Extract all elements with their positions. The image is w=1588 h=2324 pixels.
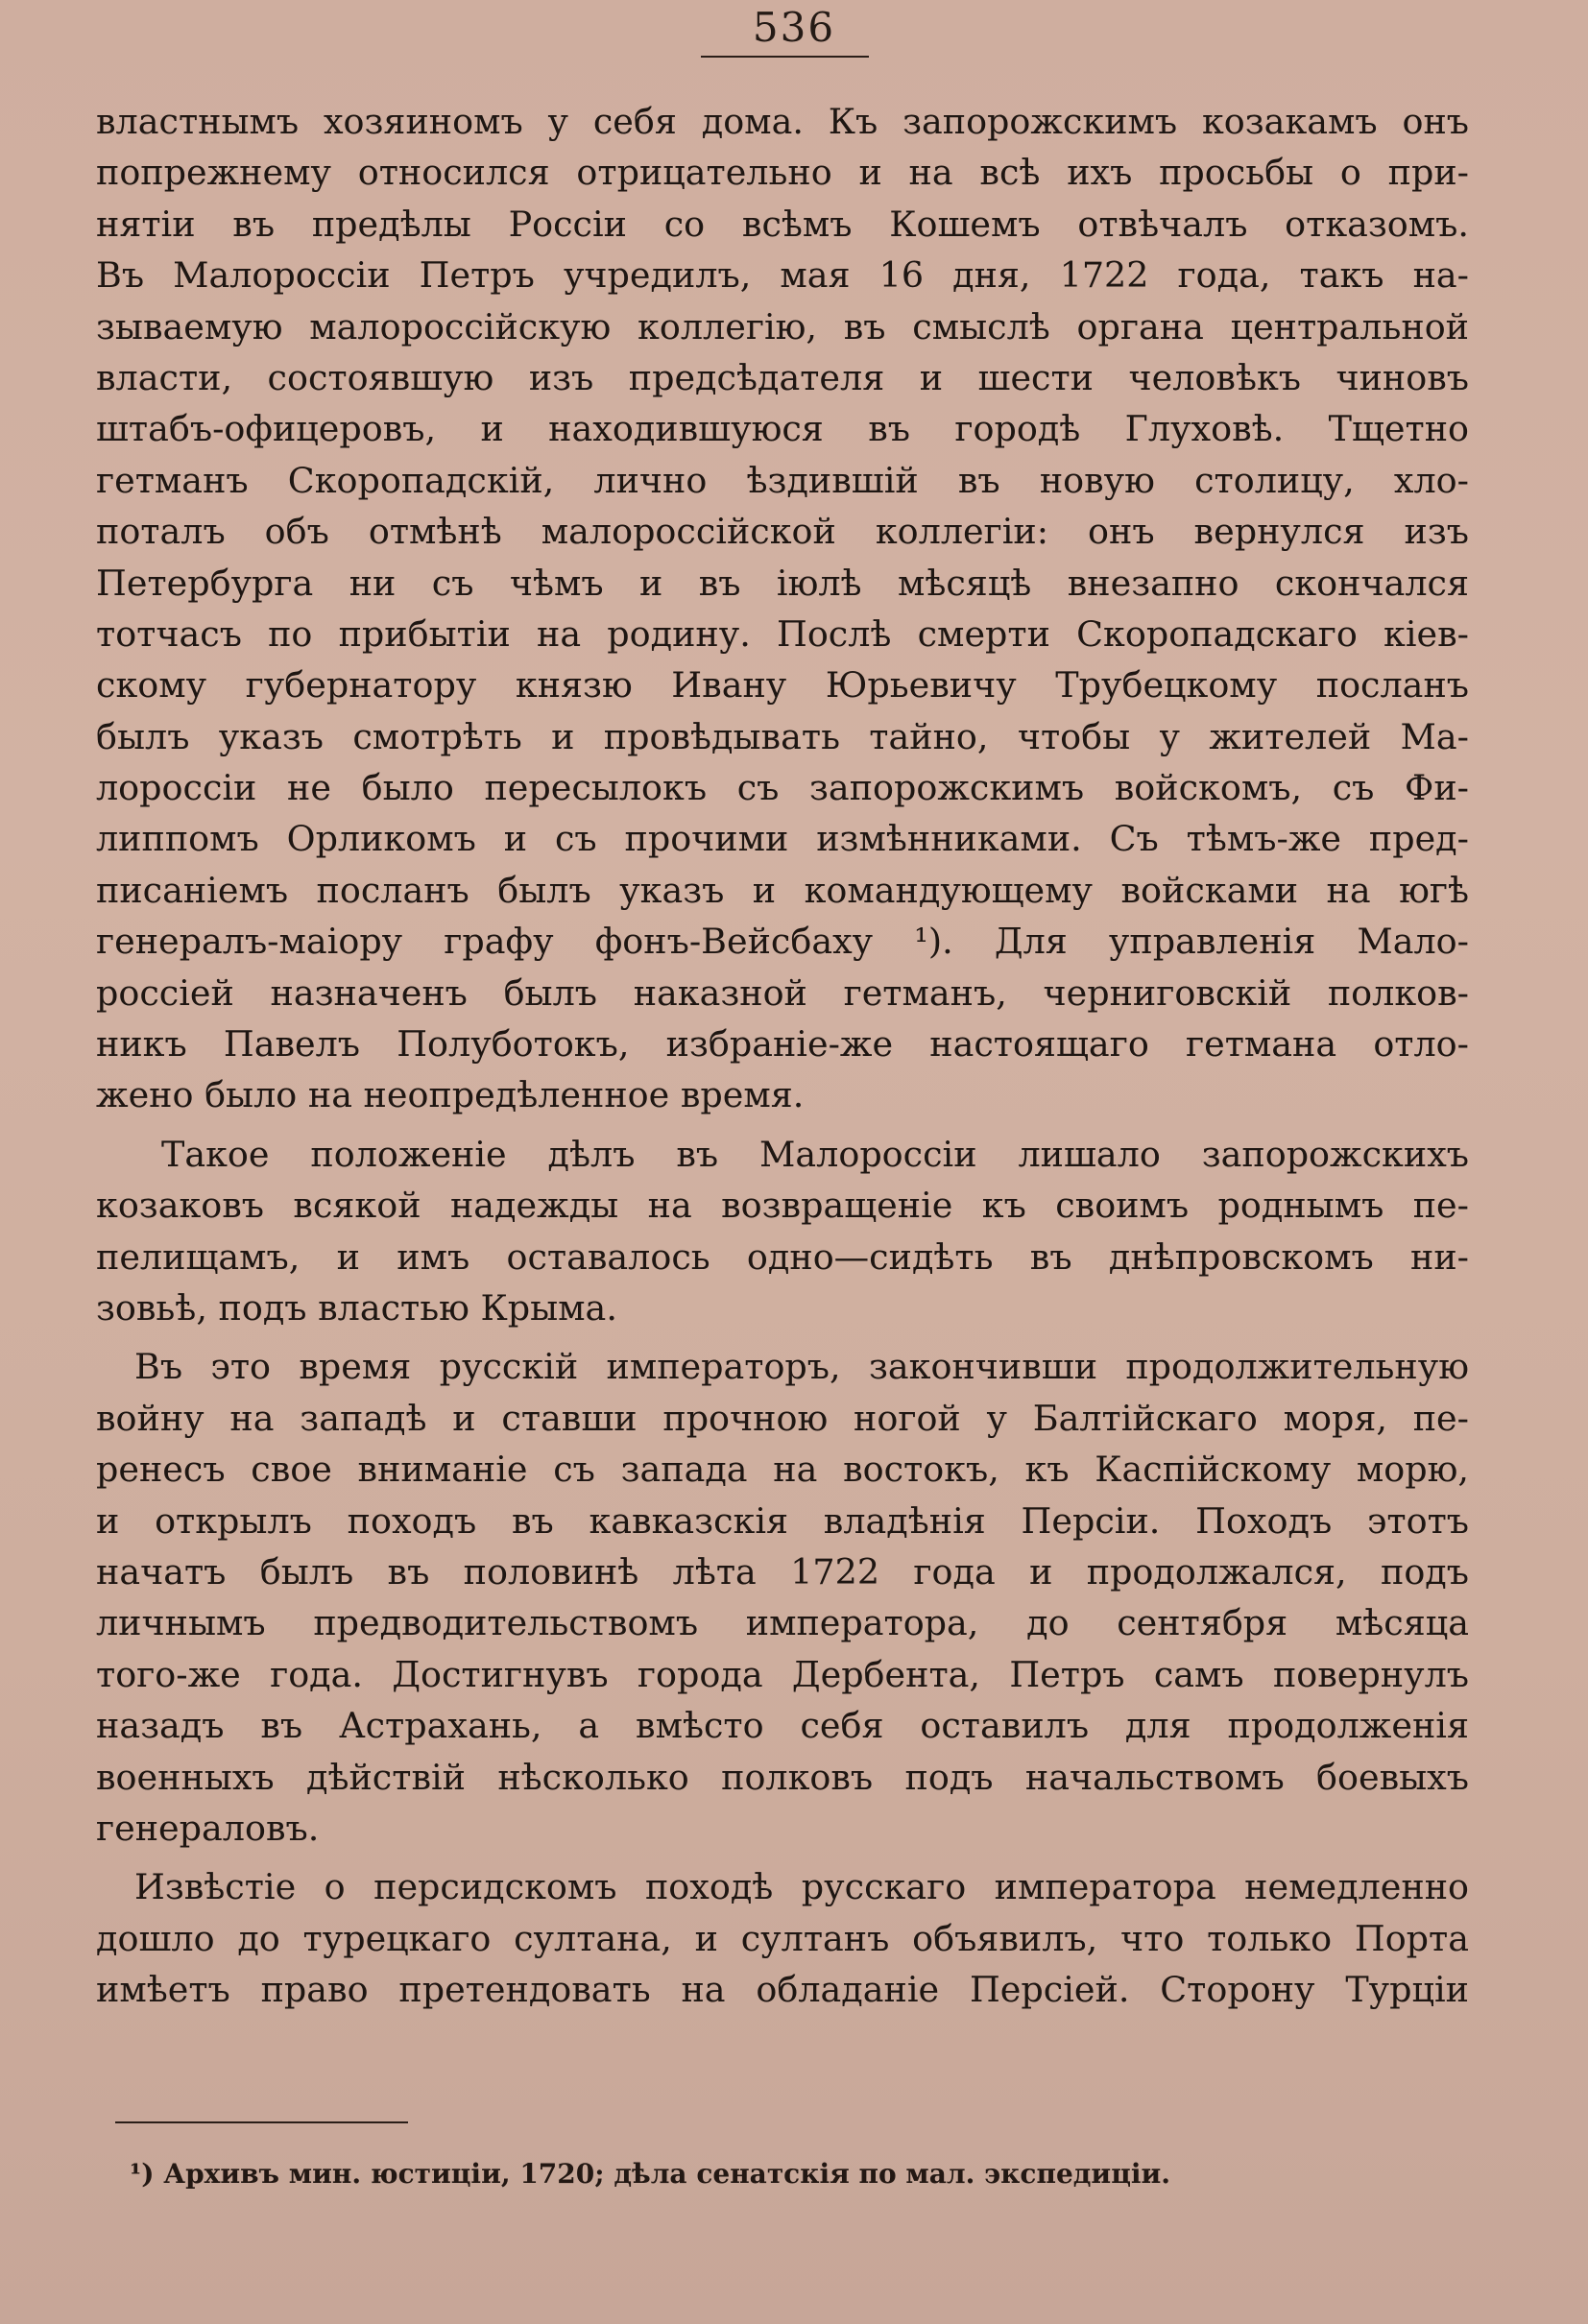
text-line: Петербурга ни съ чѣмъ и въ іюлѣ мѣсяцѣ внезапно скончался xyxy=(96,562,1469,604)
text-line: властнымъ хозяиномъ у себя дома. Къ запорожскимъ козакамъ онъ xyxy=(96,101,1469,142)
paragraph-gap xyxy=(96,1121,1469,1129)
text-line: никъ Павелъ Полуботокъ, избраніе-же настоящаго гетмана отло- xyxy=(96,1023,1469,1066)
text-line: жено было на неопредѣленное время. xyxy=(96,1074,805,1116)
text-line: липпомъ Орликомъ и съ прочими измѣнниками. Съ тѣмъ-же пред- xyxy=(96,818,1469,860)
page-number: 536 xyxy=(752,4,836,51)
text-line: козаковъ всякой надежды на возвращеніе къ своимъ роднымъ пе- xyxy=(96,1185,1469,1227)
text-line: личнымъ предводительствомъ императора, до сентября мѣсяца xyxy=(96,1602,1469,1644)
text-line: власти, состоявшую изъ предсѣдателя и шести человѣкъ чиновъ xyxy=(96,356,1469,398)
text-line: писаніемъ посланъ былъ указъ и командующему войсками на югѣ xyxy=(96,869,1469,911)
paragraph-gap xyxy=(96,1854,1469,1861)
text-line: войну на западѣ и ставши прочною ногой у Балтійскаго моря, пе- xyxy=(96,1397,1469,1439)
text-line: и открылъ походъ въ кавказскія владѣнія Персіи. Походъ этотъ xyxy=(96,1499,1469,1542)
text-line: попрежнему относился отрицательно и на всѣ ихъ просьбы о при- xyxy=(96,152,1469,194)
text-line: дошло до турецкаго султана, и султанъ объявилъ, что только Порта xyxy=(96,1917,1469,1959)
text-line: ренесъ свое вниманіе съ запада на востокъ, къ Каспійскому морю, xyxy=(96,1449,1469,1491)
text-line: гетманъ Скоропадскій, лично ѣздившій въ новую столицу, хло- xyxy=(96,459,1469,501)
text-line: пелищамъ, и имъ оставалось одно—сидѣть въ днѣпровскомъ ни- xyxy=(96,1235,1469,1278)
text-line: имѣетъ право претендовать на обладаніе Персіей. Сторону Турціи xyxy=(96,1969,1469,2011)
text-line: Въ Малороссіи Петръ учредилъ, мая 16 дня, 1722 года, такъ на- xyxy=(96,254,1469,297)
text-line: зываемую малороссійскую коллегію, въ смыслѣ органа центральной xyxy=(96,305,1469,347)
text-line: назадъ въ Астрахань, а вмѣсто себя оставилъ для продолженія xyxy=(96,1705,1469,1747)
text-line: Такое положеніе дѣлъ въ Малороссіи лишало запорожскихъ xyxy=(161,1133,1469,1175)
text-line: поталъ объ отмѣнѣ малороссійской коллегіи: онъ вернулся изъ xyxy=(96,511,1469,553)
text-line: военныхъ дѣйствій нѣсколько полковъ подъ начальствомъ боевыхъ xyxy=(96,1756,1469,1798)
text-line: начатъ былъ въ половинѣ лѣта 1722 года и продолжался, подъ xyxy=(96,1550,1469,1593)
text-line: россіей назначенъ былъ наказной гетманъ, черниговскій полков- xyxy=(96,971,1469,1014)
text-line: Въ это время русскій императоръ, закончивши продолжительную xyxy=(134,1346,1469,1388)
text-line: зовьѣ, подъ властью Крыма. xyxy=(96,1286,617,1329)
paragraph-gap xyxy=(96,1333,1469,1341)
header-rule xyxy=(701,56,869,58)
text-line: генералъ-маіору графу фонъ-Вейсбаху ¹). Для управленія Мало- xyxy=(96,921,1469,963)
text-line: лороссіи не было пересылокъ съ запорожскимъ войскомъ, съ Фи- xyxy=(96,767,1469,809)
text-line: нятіи въ предѣлы Россіи со всѣмъ Кошемъ отвѣчалъ отказомъ. xyxy=(96,203,1469,245)
text-line: генераловъ. xyxy=(96,1807,320,1849)
text-line: Извѣстіе о персидскомъ походѣ русскаго императора немедленно xyxy=(134,1866,1469,1908)
text-line: тотчасъ по прибытіи на родину. Послѣ смерти Скоропадскаго кіев- xyxy=(96,612,1469,655)
text-line: того-же года. Достигнувъ города Дербента, Петръ самъ повернулъ xyxy=(96,1653,1469,1695)
text-line: штабъ-офицеровъ, и находившуюся въ городѣ Глуховѣ. Тщетно xyxy=(96,408,1469,450)
text-line: былъ указъ смотрѣть и провѣдывать тайно, чтобы у жителей Ма- xyxy=(96,715,1469,757)
footnote: ¹) Архивъ мин. юстиціи, 1720; дѣла сенатскія по мал. экспедиціи. xyxy=(130,2158,1171,2190)
text-line: скому губернатору князю Ивану Юрьевичу Трубецкому посланъ xyxy=(96,664,1469,707)
body-text xyxy=(96,96,1469,2015)
footnote-rule xyxy=(115,2121,408,2123)
